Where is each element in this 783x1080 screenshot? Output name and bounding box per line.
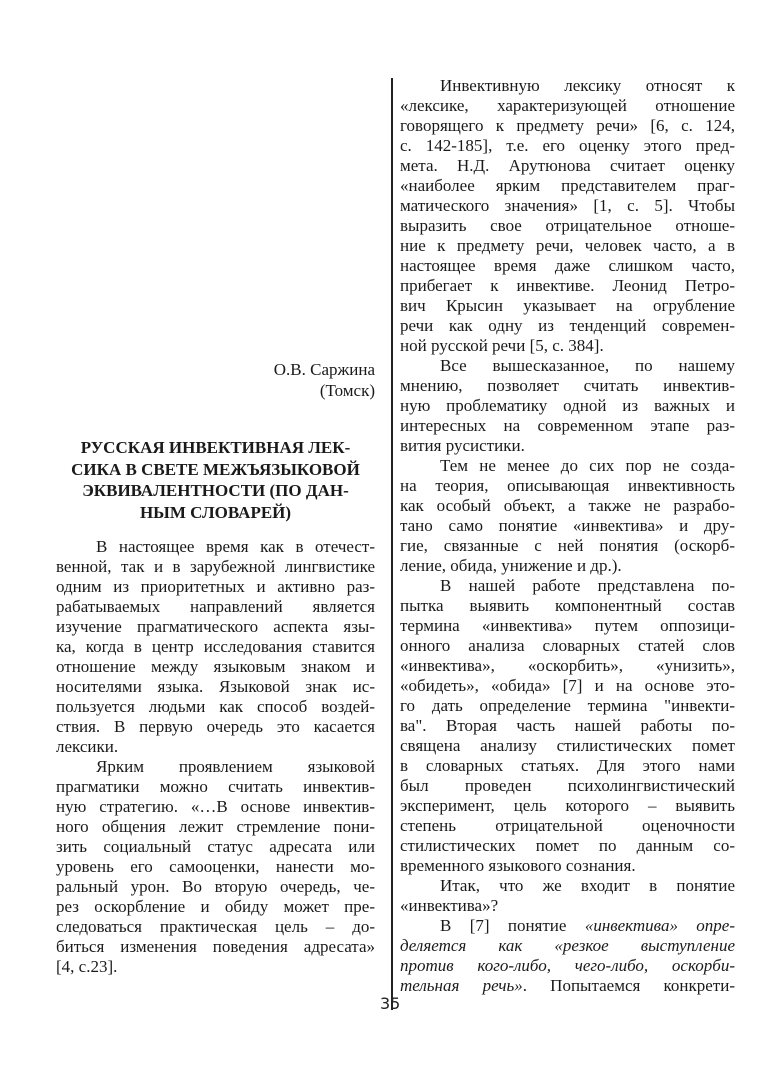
text-line: ние к предмету речи, человек часто, а в [400, 236, 735, 255]
text-line: настоящее время даже слишком часто, [400, 256, 735, 275]
text-line: матического значения» [1, с. 5]. Чтобы [400, 196, 735, 215]
text-line: Инвективную лексику относят к [440, 76, 735, 95]
text-line: вития русистики. [400, 436, 525, 455]
text-line: прибегает к инвективе. Леонид Петро- [400, 276, 735, 295]
text-line: ральный урон. Во вторую очередь, че- [56, 877, 375, 896]
text-line: был проведен психолингвистический [400, 776, 735, 795]
text-line: прагматики можно считать инвектив- [56, 777, 375, 796]
text-line: лексики. [56, 737, 119, 756]
text-line: отношение между языковым знаком и [56, 657, 375, 676]
text-line: «лексике, характеризующей отношение [400, 96, 735, 115]
title-line: РУССКАЯ ИНВЕКТИВНАЯ ЛЕК- [80, 438, 351, 457]
article-title [56, 437, 375, 523]
text-line: говорящего к предмету речи» [6, с. 124, [400, 116, 735, 135]
author-block [56, 359, 375, 401]
text-line: выразить свое отрицательное отноше- [400, 216, 735, 235]
text-line: ную стратегию. «…В основе инвектив- [56, 797, 375, 816]
text-line: ного общения лежит стремление пони- [56, 817, 375, 836]
left-column-text [56, 537, 375, 977]
text-line: «инвектива»? [400, 896, 499, 915]
text-line: рез оскорбление и обиду может пре- [56, 897, 375, 916]
text-line: В нашей работе представлена по- [440, 576, 735, 595]
text-line: стилистических помет по данным со- [400, 836, 735, 855]
text-line [400, 976, 735, 996]
text-line [400, 936, 735, 956]
text-line [400, 956, 735, 976]
text-segment: . Попытаемся конкрети- [522, 976, 735, 995]
text-line: вич Крысин указывает на огрубление [400, 296, 735, 315]
text-line: рабатываемых направлений является [56, 597, 375, 616]
text-line: В настоящее время как в отечест- [96, 537, 375, 556]
text-line: ствия. В первую очередь это касается [56, 717, 375, 736]
text-line: [4, с.23]. [56, 957, 118, 976]
text-line: одним из приоритетных и активно раз- [56, 577, 375, 596]
text-segment: В [7] понятие [440, 916, 585, 935]
text-line: с. 142-185], т.е. его оценку этого пред- [400, 136, 735, 155]
text-line: пытка выявить компонентный состав [400, 596, 735, 615]
text-line: Итак, что же входит в понятие [440, 876, 735, 895]
italic-text: деляется как «резкое выступление [400, 936, 735, 955]
text-line: термина «инвектива» путем оппозици- [400, 616, 735, 635]
text-line: мнению, позволяет считать инвектив- [400, 376, 735, 395]
text-line: в словарных статьях. Для этого нами [400, 756, 735, 775]
italic-text: тельная речь» [400, 976, 523, 995]
title-line: ЭКВИВАЛЕНТНОСТИ (ПО ДАН- [82, 481, 349, 500]
text-line: тано само понятие «инвектива» и дру- [400, 516, 735, 535]
text-line: следоваться практическая цель – до- [56, 917, 375, 936]
author-name: О.В. Саржина [273, 360, 375, 379]
text-line: онного анализа словарных статей слов [400, 636, 735, 655]
text-line: ва". Вторая часть нашей работы по- [400, 716, 735, 735]
text-line: пользуется людьми как способ воздей- [56, 697, 375, 716]
text-line: ную проблематику одной из важных и [400, 396, 735, 415]
right-column-text [400, 76, 735, 996]
text-line: эксперимент, цель которого – выявить [400, 796, 735, 815]
text-line: Ярким проявлением языковой [96, 757, 375, 776]
page-number: 35 [380, 994, 401, 1013]
text-line: временного языкового сознания. [400, 856, 636, 875]
text-line: ной русской речи [5, с. 384]. [400, 336, 604, 355]
title-line: НЫМ СЛОВАРЕЙ) [139, 502, 292, 522]
italic-text: против кого-либо, чего-либо, оскорби- [400, 956, 735, 975]
text-line: «обидеть», «обида» [7] и на основе это- [400, 676, 735, 695]
text-line: как особый объект, а также не разрабо- [400, 496, 735, 515]
text-line: венной, так и в зарубежной лингвистике [56, 557, 375, 576]
column-divider [391, 78, 393, 1010]
text-line: речи как одну из тенденций современ- [400, 316, 735, 335]
title-line: СИКА В СВЕТЕ МЕЖЪЯЗЫКОВОЙ [71, 459, 360, 479]
author-city: (Томск) [319, 381, 375, 400]
text-line: священа анализу стилистических помет [400, 736, 735, 755]
text-line: уровень его самооценки, нанести мо- [56, 857, 375, 876]
text-line: Все вышесказанное, по нашему [440, 356, 735, 375]
text-line: носителями языка. Языковой знак ис- [56, 677, 375, 696]
text-line: зить социальный статус адресата или [56, 837, 375, 856]
text-line: на теория, описывающая инвективность [400, 476, 735, 495]
text-line: мета. Н.Д. Арутюнова считает оценку [400, 156, 735, 175]
text-line: интересных на современном этапе раз- [400, 416, 735, 435]
text-line: изучение прагматического аспекта язы- [56, 617, 375, 636]
text-line: го дать определение термина "инвекти- [400, 696, 735, 715]
text-line: «инвектива», «оскорбить», «унизить», [400, 656, 735, 675]
text-line: гие, связанные с ней понятия (оскорб- [400, 536, 735, 555]
text-line: Тем не менее до сих пор не созда- [440, 456, 735, 475]
italic-text: «инвектива» опре- [584, 916, 735, 935]
text-line: биться изменения поведения адресата» [56, 937, 375, 956]
text-line [400, 916, 735, 936]
text-line: ка, когда в центр исследования ставится [56, 637, 375, 656]
text-line: ление, обида, унижение и др.). [400, 556, 622, 575]
text-line: степень отрицательной оценочности [400, 816, 735, 835]
text-line: «наиболее ярким представителем праг- [400, 176, 735, 195]
